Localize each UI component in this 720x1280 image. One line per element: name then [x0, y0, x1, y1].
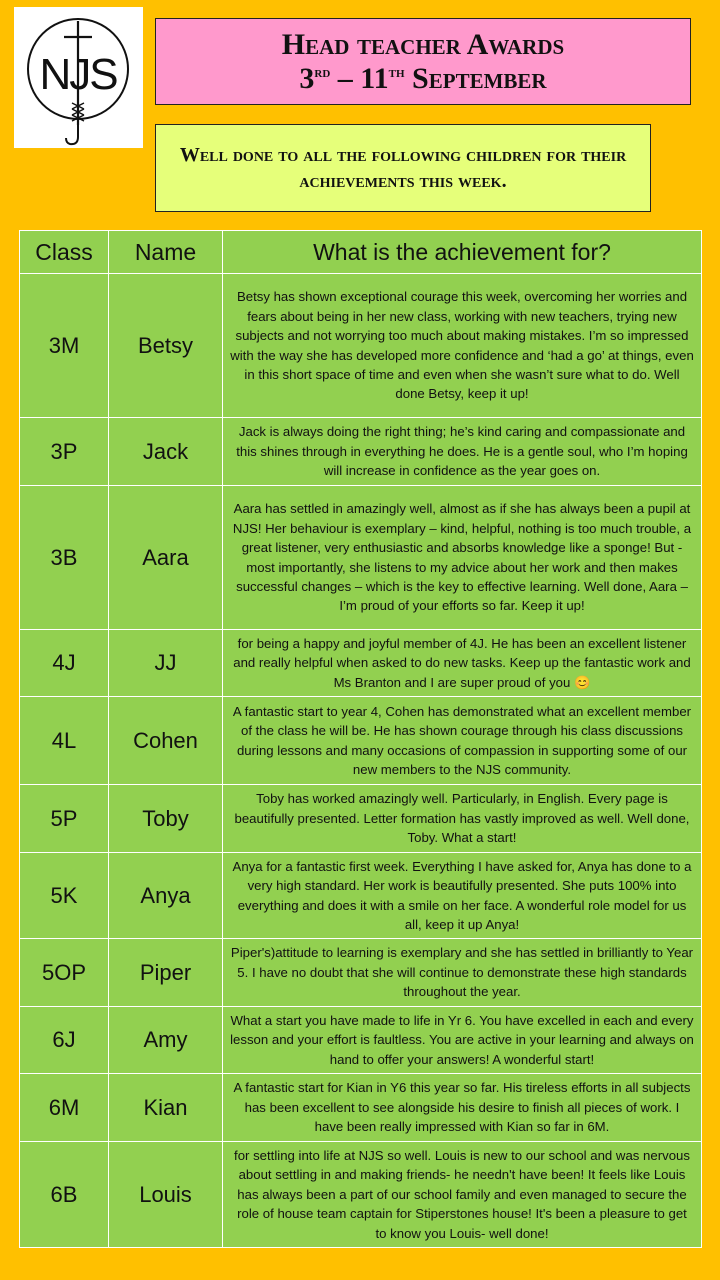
name-cell: Betsy — [109, 274, 223, 418]
column-header-achievement: What is the achievement for? — [223, 231, 702, 274]
table-row — [20, 630, 702, 697]
table-row — [20, 939, 702, 1007]
date-start: 3 — [299, 61, 315, 95]
name-cell: Aara — [109, 486, 223, 630]
name-cell: JJ — [109, 630, 223, 697]
school-cross-logo-icon — [14, 7, 143, 148]
class-cell: 5K — [20, 853, 109, 939]
table-header-row — [20, 231, 702, 274]
achievement-cell: A fantastic start for Kian in Y6 this year so far. His tireless efforts in all subjects has been excellent to see alongside his desire to finish all pieces of work. I have been really impressed with Kian so far in 6M. — [223, 1074, 702, 1142]
congratulations-banner — [155, 124, 651, 212]
name-cell: Toby — [109, 785, 223, 853]
table-row — [20, 697, 702, 785]
achievement-cell: Betsy has shown exceptional courage this week, overcoming her worries and fears about being in her new class, working with new teachers, trying new subjects and not worrying too much about making mistakes. I’m so impressed with the way she has developed more confidence and ‘had a go’ at things, even in this short space of time and even when she wasn’t sure what to do. Well done Betsy, keep it up! — [223, 274, 702, 418]
name-cell: Jack — [109, 418, 223, 486]
awards-title: Head teacher Awards — [281, 27, 565, 61]
date-month: September — [404, 61, 547, 95]
achievement-cell: Toby has worked amazingly well. Particularly, in English. Every page is beautifully presented. Letter formation has vastly improved as well. Well done, Toby. What a start! — [223, 785, 702, 853]
class-cell: 5P — [20, 785, 109, 853]
class-cell: 6B — [20, 1142, 109, 1248]
achievement-cell: Jack is always doing the right thing; he’s kind caring and compassionate and this shines through in everything he does. He is a gentle soul, who I’m hoping will increase in confidence as the year goes on. — [223, 418, 702, 486]
awards-table — [19, 230, 702, 1248]
name-cell: Cohen — [109, 697, 223, 785]
logo-letters: NJS — [39, 50, 117, 99]
class-cell: 4J — [20, 630, 109, 697]
class-cell: 4L — [20, 697, 109, 785]
table-row — [20, 274, 702, 418]
table-row — [20, 418, 702, 486]
congratulations-text: Well done to all the following children for their achievements this week. — [179, 144, 627, 192]
class-cell: 6M — [20, 1074, 109, 1142]
name-cell: Piper — [109, 939, 223, 1007]
achievement-cell: A fantastic start to year 4, Cohen has demonstrated what an excellent member of the class he will be. He has shown courage through his class discussions during lessons and many occasions of compassion in supporting some of our new members to the NJS community. — [223, 697, 702, 785]
awards-title-banner — [155, 18, 691, 105]
class-cell: 6J — [20, 1007, 109, 1074]
achievement-cell: Anya for a fantastic first week. Everything I have asked for, Anya has done to a very high standard. Her work is beautifully presented. She puts 100% into everything and does it with a smile on her face. A wonderful role model for us all, keep it up Anya! — [223, 853, 702, 939]
name-cell: Kian — [109, 1074, 223, 1142]
awards-date-range — [299, 62, 546, 96]
achievement-cell: What a start you have made to life in Yr 6. You have excelled in each and every lesson and your effort is faultless. You are active in your learning and always on hand to offer your answers! A wonderful start! — [223, 1007, 702, 1074]
table-row — [20, 1007, 702, 1074]
table-row — [20, 785, 702, 853]
table-row — [20, 1074, 702, 1142]
achievement-cell: for settling into life at NJS so well. Louis is new to our school and was nervous about settling in and making friends- he needn't have been! It feels like Louis has always been a part of our school family and even managed to secure the role of house team captain for Stiperstones house! It's been a pleasure to get to know you Louis- well done! — [223, 1142, 702, 1248]
column-header-class: Class — [20, 231, 109, 274]
class-cell: 3P — [20, 418, 109, 486]
column-header-name: Name — [109, 231, 223, 274]
table-row — [20, 1142, 702, 1248]
table-row — [20, 486, 702, 630]
name-cell: Amy — [109, 1007, 223, 1074]
table-row — [20, 853, 702, 939]
name-cell: Anya — [109, 853, 223, 939]
achievement-cell: Aara has settled in amazingly well, almost as if she has always been a pupil at NJS! Her behaviour is exemplary – kind, helpful, nothing is too much trouble, a great listener, very enthusiastic and absorbs knowledge like a sponge! But - most importantly, she listens to my advice about her work and then makes successful changes – which is the key to effective learning. Well done, Aara – I’m proud of your efforts so far. Keep it up! — [223, 486, 702, 630]
date-separator: – — [330, 61, 361, 95]
school-logo — [14, 7, 143, 148]
class-cell: 3B — [20, 486, 109, 630]
date-end-suffix: th — [388, 63, 405, 81]
achievement-cell: Piper's)attitude to learning is exemplary and she has settled in brilliantly to Year 5. I have no doubt that she will continue to demonstrate these high standards throughout the year. — [223, 939, 702, 1007]
date-end: 11 — [360, 61, 389, 95]
name-cell: Louis — [109, 1142, 223, 1248]
date-start-suffix: rd — [314, 63, 331, 81]
achievement-cell: for being a happy and joyful member of 4J. He has been an excellent listener and really helpful when asked to do new tasks. Keep up the fantastic work and Ms Branton and I are super proud of you 😊 — [223, 630, 702, 697]
class-cell: 3M — [20, 274, 109, 418]
class-cell: 5OP — [20, 939, 109, 1007]
